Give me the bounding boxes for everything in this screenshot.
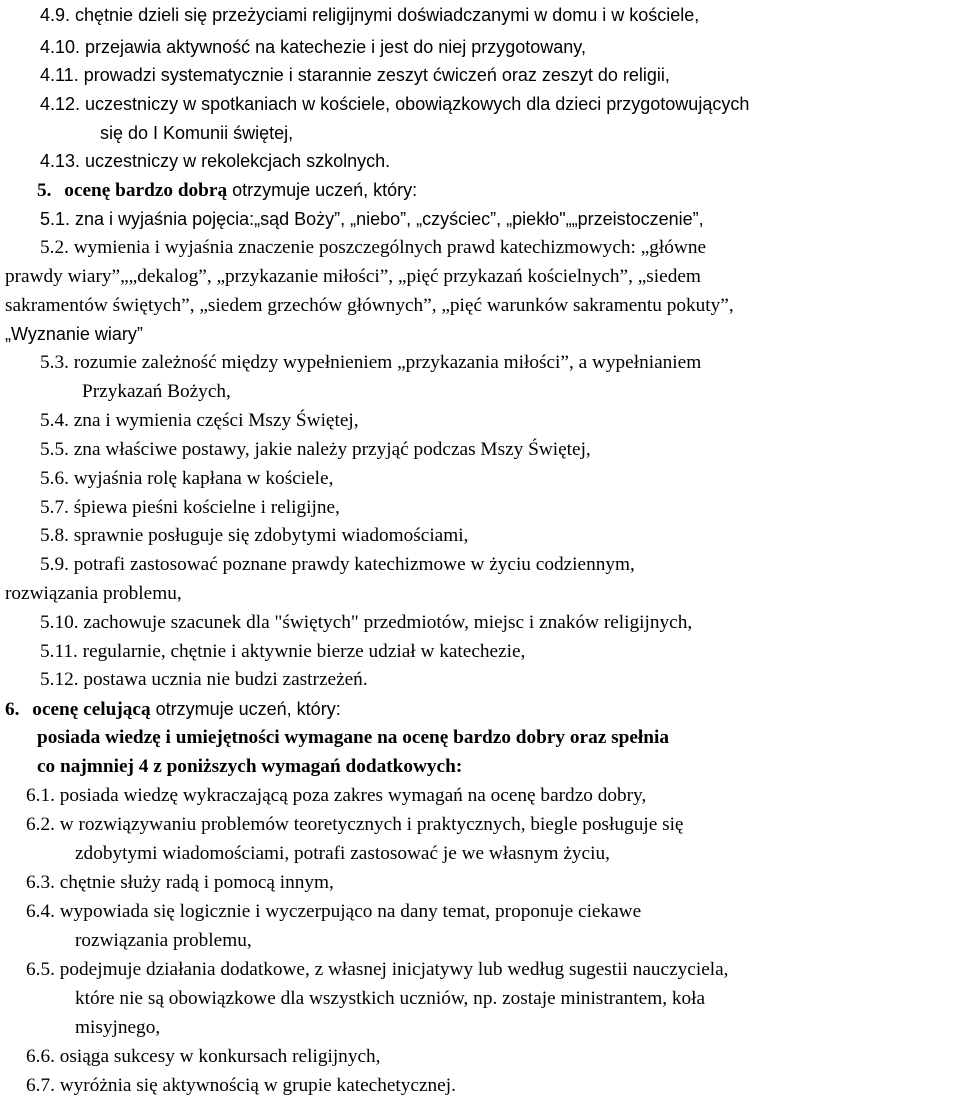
- item-5-10: 5.10. zachowuje szacunek dla "świętych" przedmiotów, miejsc i znaków religijnych,: [40, 612, 693, 633]
- section-6-requirement-1: posiada wiedzę i umiejętności wymagane na ocenę bardzo dobry oraz spełnia: [37, 727, 669, 748]
- item-5-12: 5.12. postawa ucznia nie budzi zastrzeżeń.: [40, 669, 368, 690]
- item-5-6: 5.6. wyjaśnia rolę kapłana w kościele,: [40, 468, 334, 489]
- item-4-13: 4.13. uczestniczy w rekolekcjach szkolnych.: [40, 151, 391, 171]
- section-5-number: 5.: [37, 180, 52, 201]
- item-6-2: 6.2. w rozwiązywaniu problemów teoretycznych i praktycznych, biegle posługuje się: [26, 814, 684, 835]
- section-5-heading: [37, 178, 417, 206]
- item-5-2: 5.2. wymienia i wyjaśnia znaczenie poszczególnych prawd katechizmowych: „główne: [40, 237, 707, 258]
- item-5-2-continuation-1: prawdy wiary”„„dekalog”, „przykazanie miłości”, „pięć przykazań kościelnych”, „siedem: [5, 266, 701, 287]
- item-6-2-continuation: zdobytymi wiadomościami, potrafi zastosować je we własnym życiu,: [75, 843, 610, 864]
- item-5-3: 5.3. rozumie zależność między wypełnieniem „przykazania miłości”, a wypełnianiem: [40, 352, 702, 373]
- item-4-12-continuation: się do I Komunii świętej,: [100, 123, 294, 143]
- item-5-5: 5.5. zna właściwe postawy, jakie należy przyjąć podczas Mszy Świętej,: [40, 439, 591, 460]
- item-5-11: 5.11. regularnie, chętnie i aktywnie bierze udział w katechezie,: [40, 641, 526, 662]
- item-5-3-continuation: Przykazań Bożych,: [82, 381, 231, 402]
- section-5-grade: ocenę bardzo dobrą: [64, 180, 228, 201]
- item-6-7: 6.7. wyróżnia się aktywnością w grupie katechetycznej.: [26, 1075, 456, 1096]
- item-5-9: 5.9. potrafi zastosować poznane prawdy katechizmowe w życiu codziennym,: [40, 554, 635, 575]
- item-4-12: 4.12. uczestniczy w spotkaniach w kościele, obowiązkowych dla dzieci przygotowujących: [40, 94, 750, 114]
- section-6-number: 6.: [5, 699, 20, 720]
- item-5-7: 5.7. śpiewa pieśni kościelne i religijne,: [40, 497, 340, 518]
- section-6-requirement-2: co najmniej 4 z poniższych wymagań dodatkowych:: [37, 756, 463, 777]
- item-6-5: 6.5. podejmuje działania dodatkowe, z własnej inicjatywy lub według sugestii nauczyciela,: [26, 959, 729, 980]
- item-6-5-continuation-1: które nie są obowiązkowe dla wszystkich uczniów, np. zostaje ministrantem, koła: [75, 988, 706, 1009]
- item-6-6: 6.6. osiąga sukcesy w konkursach religijnych,: [26, 1046, 381, 1067]
- item-4-11: 4.11. prowadzi systematycznie i starannie zeszyt ćwiczeń oraz zeszyt do religii,: [40, 65, 670, 85]
- item-5-9-continuation: rozwiązania problemu,: [5, 583, 182, 604]
- item-6-4: 6.4. wypowiada się logicznie i wyczerpująco na dany temat, proponuje ciekawe: [26, 901, 642, 922]
- item-4-10: 4.10. przejawia aktywność na katechezie i jest do niej przygotowany,: [40, 37, 586, 57]
- section-6-heading: [5, 697, 341, 725]
- item-4-9: 4.9. chętnie dzieli się przeżyciami religijnymi doświadczanymi w domu i w kościele,: [40, 5, 700, 25]
- section-5-heading-rest: otrzymuje uczeń, który:: [227, 180, 418, 200]
- item-6-3: 6.3. chętnie służy radą i pomocą innym,: [26, 872, 334, 893]
- section-6-grade: ocenę celującą: [32, 699, 151, 720]
- item-6-4-continuation: rozwiązania problemu,: [75, 930, 252, 951]
- item-5-2-continuation-2: sakramentów świętych”, „siedem grzechów głównych”, „pięć warunków sakramentu pokuty”,: [5, 295, 734, 316]
- section-6-heading-rest: otrzymuje uczeń, który:: [150, 699, 341, 719]
- item-5-8: 5.8. sprawnie posługuje się zdobytymi wiadomościami,: [40, 525, 469, 546]
- item-5-2-continuation-3: „Wyznanie wiary”: [5, 324, 143, 344]
- item-6-1: 6.1. posiada wiedzę wykraczającą poza zakres wymagań na ocenę bardzo dobry,: [26, 785, 647, 806]
- item-5-1: 5.1. zna i wyjaśnia pojęcia:„sąd Boży”, „niebo”, „czyściec”, „piekło"„„przeistoczenie”,: [40, 209, 704, 229]
- item-5-4: 5.4. zna i wymienia części Mszy Świętej,: [40, 410, 359, 431]
- item-6-5-continuation-2: misyjnego,: [75, 1017, 161, 1038]
